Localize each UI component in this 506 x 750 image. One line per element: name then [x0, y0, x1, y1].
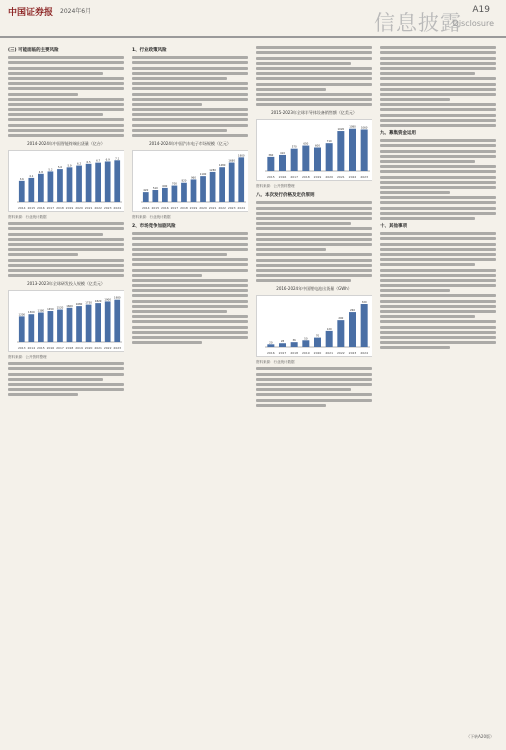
- x-tick-label: 2018: [65, 346, 74, 351]
- x-tick-label: 2022: [218, 206, 226, 210]
- data-label: 1750: [85, 301, 92, 305]
- x-tick-label: 2016: [37, 206, 45, 210]
- data-label: 6.5: [86, 160, 91, 164]
- x-tick-label: 2013: [17, 346, 26, 351]
- x-tick-label: 2017: [290, 175, 298, 180]
- data-label: 6.2: [76, 162, 82, 166]
- bar: [86, 305, 92, 342]
- x-tick-label: 2016: [267, 351, 275, 356]
- masthead: [0, 0, 506, 38]
- bar: [349, 129, 356, 171]
- x-tick-label: 2017: [278, 351, 287, 356]
- x-tick-label: 2017: [46, 206, 55, 210]
- section-heading: 十、其他事项: [380, 224, 407, 229]
- data-label: 1680: [228, 159, 235, 163]
- x-tick-label: 2023: [227, 206, 236, 210]
- data-label: 1280: [209, 168, 216, 172]
- bar: [114, 300, 120, 342]
- bar: [279, 343, 286, 347]
- data-label: 1080: [349, 125, 356, 129]
- x-tick-label: 2014: [141, 206, 150, 210]
- data-label: 1900: [237, 154, 245, 158]
- data-label: 1450: [47, 308, 54, 312]
- page-number: A19: [472, 5, 490, 15]
- x-tick-label: 2023: [348, 351, 357, 356]
- data-label: 1480: [218, 164, 226, 168]
- bar: [76, 166, 82, 202]
- data-label: 20: [269, 341, 273, 345]
- bar: [105, 161, 111, 202]
- chart-svg: [257, 296, 372, 356]
- x-tick-label: 2021: [325, 351, 333, 356]
- data-label: 4.8: [38, 170, 43, 174]
- bar: [143, 192, 149, 202]
- bar-chart: [256, 119, 372, 181]
- chart-source: 资料来源：行业统计数据: [256, 360, 295, 365]
- x-tick-label: 2017: [56, 346, 64, 351]
- bar-chart: [8, 290, 124, 352]
- bar: [57, 310, 63, 342]
- x-tick-label: 2021: [84, 206, 93, 210]
- section-heading: 1、行业政策风险: [132, 48, 167, 53]
- x-tick-label: 2019: [65, 206, 74, 210]
- bar: [238, 157, 244, 202]
- data-label: 1380: [37, 309, 45, 313]
- chart-title: 2016-2024年中国锂电池出货量（GWh）: [276, 286, 352, 292]
- section-title: 信息披露: [374, 11, 462, 35]
- x-tick-label: 2021: [208, 206, 217, 210]
- chart-title: 2014-2024年中国智能终端出货量（亿台）: [27, 141, 105, 146]
- bar: [48, 171, 54, 202]
- data-label: 960: [191, 176, 196, 180]
- bar: [76, 306, 82, 342]
- x-tick-label: 2018: [180, 206, 188, 210]
- bar: [361, 304, 368, 347]
- bar: [291, 342, 298, 347]
- column-2: [132, 44, 248, 740]
- data-label: 28: [280, 340, 285, 344]
- chart-source: 资料来源：公开资料整理: [8, 355, 47, 360]
- bar: [267, 157, 274, 171]
- x-tick-label: 2022: [337, 351, 345, 356]
- bar: [38, 174, 44, 202]
- bar: [67, 167, 73, 202]
- chart-source: 资料来源：行业统计数据: [8, 215, 47, 219]
- bar: [38, 313, 44, 342]
- data-label: 4.1: [29, 174, 34, 178]
- bar: [95, 163, 101, 202]
- chart-title: 2014-2024年中国汽车电子市场规模（亿元）: [149, 141, 231, 146]
- bar: [48, 311, 54, 342]
- data-label: 6.9: [105, 158, 110, 162]
- x-tick-label: 2015: [37, 346, 45, 351]
- x-tick-label: 2023: [113, 346, 122, 351]
- bar: [86, 164, 92, 202]
- column-1: [8, 44, 124, 740]
- data-label: 650: [303, 142, 309, 146]
- data-label: 5.6: [57, 166, 63, 170]
- data-label: 1980: [113, 296, 121, 300]
- data-label: 1300: [28, 311, 35, 315]
- data-label: 1100: [199, 173, 207, 177]
- data-label: 5.9: [67, 164, 72, 168]
- bar: [326, 143, 333, 171]
- chart-svg: [9, 291, 124, 351]
- x-tick-label: 2014: [17, 206, 26, 210]
- section-heading: 2、市场竞争加剧风险: [132, 224, 176, 229]
- data-label: 410: [280, 152, 285, 156]
- data-label: 260: [350, 309, 355, 313]
- section-english-title: Disclosure: [452, 19, 494, 28]
- data-label: 1900: [104, 298, 111, 302]
- x-tick-label: 2018: [302, 175, 310, 180]
- data-label: 820: [181, 179, 187, 183]
- x-tick-label: 2021: [337, 175, 345, 180]
- bar: [291, 149, 298, 171]
- x-tick-label: 2023: [360, 175, 368, 180]
- paper-name: 中国证券报: [8, 8, 54, 18]
- bar: [200, 176, 206, 202]
- x-tick-label: 2024: [360, 351, 368, 356]
- x-tick-label: 2015: [151, 206, 160, 210]
- data-label: 510: [152, 187, 158, 191]
- x-tick-label: 2021: [94, 346, 102, 351]
- chart-source: 资料来源：公开资料整理: [256, 184, 295, 189]
- bar: [19, 181, 25, 202]
- section-heading: (三) 可能面临的主要风险: [8, 48, 59, 53]
- x-tick-label: 2016: [46, 346, 55, 351]
- chart-svg: [257, 120, 372, 180]
- bar: [302, 341, 309, 348]
- bar: [267, 345, 274, 348]
- chart-svg: [9, 151, 124, 211]
- bar: [162, 188, 168, 202]
- data-label: 3.6: [19, 177, 24, 181]
- bar: [172, 186, 178, 202]
- x-tick-label: 2022: [348, 175, 357, 180]
- bar: [95, 303, 101, 342]
- x-tick-label: 2024: [113, 206, 122, 210]
- data-label: 1820: [94, 300, 102, 304]
- x-tick-label: 2020: [325, 175, 333, 180]
- chart-title: 2015-2023年全球半导体设备销售额（亿美元）: [271, 110, 357, 116]
- bar: [279, 155, 286, 171]
- x-tick-label: 2018: [290, 351, 298, 356]
- data-label: 1200: [18, 313, 26, 317]
- chart-title: 2013-2023年全球研发投入规模（亿美元）: [27, 281, 105, 287]
- data-label: 700: [171, 182, 177, 186]
- x-tick-label: 2014: [27, 346, 36, 351]
- data-label: 70: [315, 334, 320, 338]
- bar: [28, 178, 34, 202]
- data-label: 360: [268, 154, 274, 158]
- x-tick-label: 2022: [103, 346, 112, 351]
- data-label: 710: [326, 140, 332, 144]
- bar-chart: [132, 150, 248, 212]
- bar: [314, 338, 321, 347]
- bar: [67, 308, 73, 342]
- x-tick-label: 2020: [313, 351, 322, 356]
- bar: [57, 169, 63, 202]
- data-label: 7.1: [115, 157, 120, 161]
- section-heading: 八、本次发行价格及定价原则: [256, 193, 315, 199]
- x-tick-label: 2020: [75, 206, 83, 210]
- bar: [314, 148, 321, 172]
- data-label: 1680: [75, 303, 83, 307]
- section-heading: 九、募集资金运用: [380, 131, 416, 136]
- data-label: 570: [291, 145, 297, 149]
- x-tick-label: 2020: [199, 206, 207, 210]
- data-label: 120: [326, 328, 332, 332]
- data-label: 420: [143, 189, 149, 193]
- x-tick-label: 2019: [313, 175, 322, 180]
- bar-chart: [8, 150, 124, 212]
- x-tick-label: 2016: [161, 206, 169, 210]
- bar: [28, 314, 34, 342]
- chart-svg: [133, 151, 248, 211]
- bar: [152, 190, 158, 202]
- column-3: [256, 44, 372, 740]
- x-tick-label: 2022: [94, 206, 102, 210]
- x-tick-label: 2020: [84, 346, 93, 351]
- chart-source: 资料来源：行业统计数据: [132, 215, 171, 219]
- bar: [337, 131, 344, 171]
- x-tick-label: 2019: [302, 351, 310, 356]
- bar: [105, 301, 111, 342]
- bar: [181, 183, 187, 202]
- data-label: 600: [315, 144, 320, 148]
- x-tick-label: 2019: [189, 206, 198, 210]
- bar: [114, 160, 120, 202]
- bar: [326, 331, 333, 347]
- x-tick-label: 2018: [56, 206, 64, 210]
- data-label: 5.2: [48, 168, 53, 172]
- x-tick-label: 2015: [267, 175, 275, 180]
- bar: [229, 163, 235, 202]
- x-tick-label: 2023: [103, 206, 112, 210]
- x-tick-label: 2016: [278, 175, 287, 180]
- data-label: 50: [304, 337, 308, 341]
- bar: [337, 320, 344, 347]
- bar-chart: [256, 295, 372, 357]
- bar: [210, 172, 216, 202]
- data-label: 1600: [66, 304, 73, 308]
- data-label: 1520: [56, 306, 64, 310]
- data-label: 1020: [337, 128, 345, 132]
- data-label: 200: [338, 317, 344, 321]
- x-tick-label: 2024: [237, 206, 246, 210]
- data-label: 1060: [360, 126, 368, 130]
- data-label: 36: [292, 339, 296, 343]
- bar: [349, 312, 356, 347]
- issue-date: 2024年6月: [60, 8, 92, 15]
- bar: [219, 167, 225, 202]
- data-label: 6.7: [96, 159, 101, 163]
- x-tick-label: 2019: [75, 346, 83, 351]
- bar: [19, 316, 25, 342]
- data-label: 320: [361, 301, 367, 305]
- column-4: [380, 44, 496, 740]
- bar: [361, 130, 368, 172]
- data-label: 600: [162, 184, 168, 188]
- continued-note: （下转A20版）: [466, 734, 494, 739]
- bar: [302, 146, 309, 171]
- x-tick-label: 2017: [170, 206, 179, 210]
- bar: [191, 179, 197, 202]
- x-tick-label: 2015: [27, 206, 36, 210]
